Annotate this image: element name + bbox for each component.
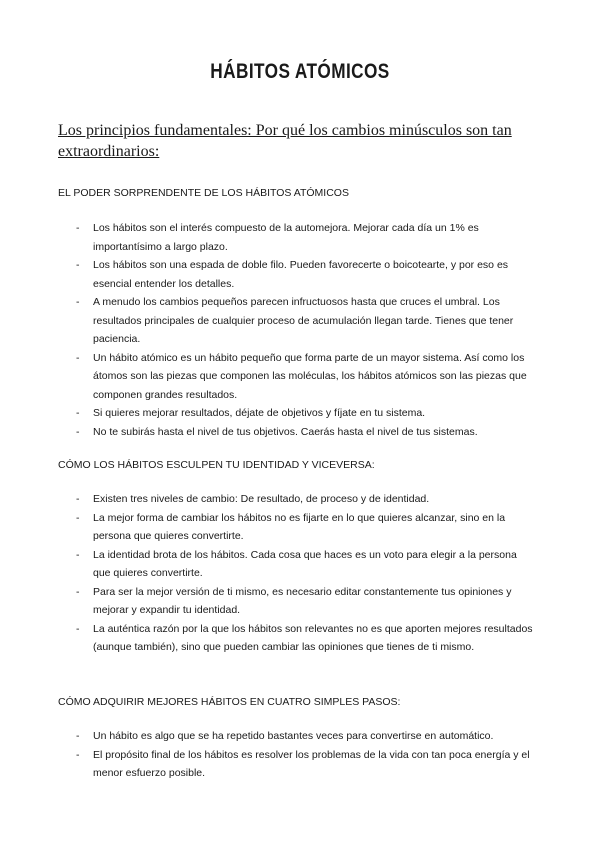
list-item [76,349,536,405]
list-item [76,293,536,349]
section-heading-2: CÓMO LOS HÁBITOS ESCULPEN TU IDENTIDAD Y VICEVERSA: [58,459,375,471]
bullet-dash: - [76,622,80,635]
list-item-text: Un hábito es algo que se ha repetido bastantes veces para convertirse en automático. [93,730,494,742]
bullet-dash: - [76,259,80,271]
list-item [76,546,536,583]
section-heading-3: CÓMO ADQUIRIR MEJORES HÁBITOS EN CUATRO SIMPLES PASOS: [58,696,401,708]
list-item [76,423,536,442]
list-item-text: La mejor forma de cambiar los hábitos no es fijarte en lo que quieres alcanzar, sino en la persona que quieres convertirte. [93,511,506,542]
document-subtitle: Los principios fundamentales: Por qué los cambios minúsculos son tan extraordinarios: [58,122,512,160]
section-heading-1: EL PODER SORPRENDENTE DE LOS HÁBITOS ATÓMICOS [58,187,349,199]
bullet-dash: - [76,425,80,438]
bullet-dash: - [76,222,80,234]
list-item [76,490,536,509]
bullet-dash: - [76,493,80,505]
list-item-text: Si quieres mejorar resultados, déjate de objetivos y fíjate en tu sistema. [93,407,426,419]
list-item-text: Para ser la mejor versión de ti mismo, es necesario editar constantemente tus opiniones y mejorar y expandir tu identidad. [93,585,512,616]
bullet-dash: - [76,351,80,364]
bullet-dash: - [76,748,80,761]
list-item [76,727,536,746]
list-item-text: La auténtica razón por la que los hábitos son relevantes no es que aporten mejores resultados (aunque también), sino que pueden cambiar las opiniones que tienes de ti mismo. [93,622,533,653]
bullet-dash: - [76,548,80,561]
list-item-text: No te subirás hasta el nivel de tus objetivos. Caerás hasta el nivel de tus sistemas. [93,425,478,438]
bullet-dash: - [76,407,80,419]
list-item [76,256,536,293]
list-item-text: La identidad brota de los hábitos. Cada cosa que haces es un voto para elegir a la persona que quieres convertirte. [93,548,517,579]
bullet-list-3 [76,727,536,783]
document-title: HÁBITOS ATÓMICOS [210,60,390,83]
list-item-text: Los hábitos son el interés compuesto de la automejora. Mejorar cada día un 1% es importantísimo a largo plazo. [93,222,479,253]
list-item [76,583,536,620]
list-item-text: El propósito final de los hábitos es resolver los problemas de la vida con tan poca energía y el menor esfuerzo posible. [93,748,530,779]
bullet-list-2 [76,490,536,657]
list-item [76,620,536,657]
list-item [76,746,536,783]
bullet-dash: - [76,585,80,598]
list-item-text: Un hábito atómico es un hábito pequeño que forma parte de un mayor sistema. Así como los átomos son las piezas que componen las moléculas, los hábitos atómicos son las piezas que componen grandes resultados. [93,351,527,401]
bullet-list-1 [76,219,536,441]
list-item-text: A menudo los cambios pequeños parecen infructuosos hasta que cruces el umbral. Los resultados principales de cualquier proceso de acumulación llegan tarde. Tienes que tener paciencia. [93,296,514,345]
list-item-text: Los hábitos son una espada de doble filo. Pueden favorecerte o boicotearte, y por eso es esencial entender los detalles. [93,259,509,290]
list-item [76,404,536,423]
bullet-dash: - [76,296,80,308]
list-item [76,509,536,546]
list-item-text: Existen tres niveles de cambio: De resultado, de proceso y de identidad. [93,493,430,505]
bullet-dash: - [76,730,80,742]
bullet-dash: - [76,511,80,524]
list-item [76,219,536,256]
